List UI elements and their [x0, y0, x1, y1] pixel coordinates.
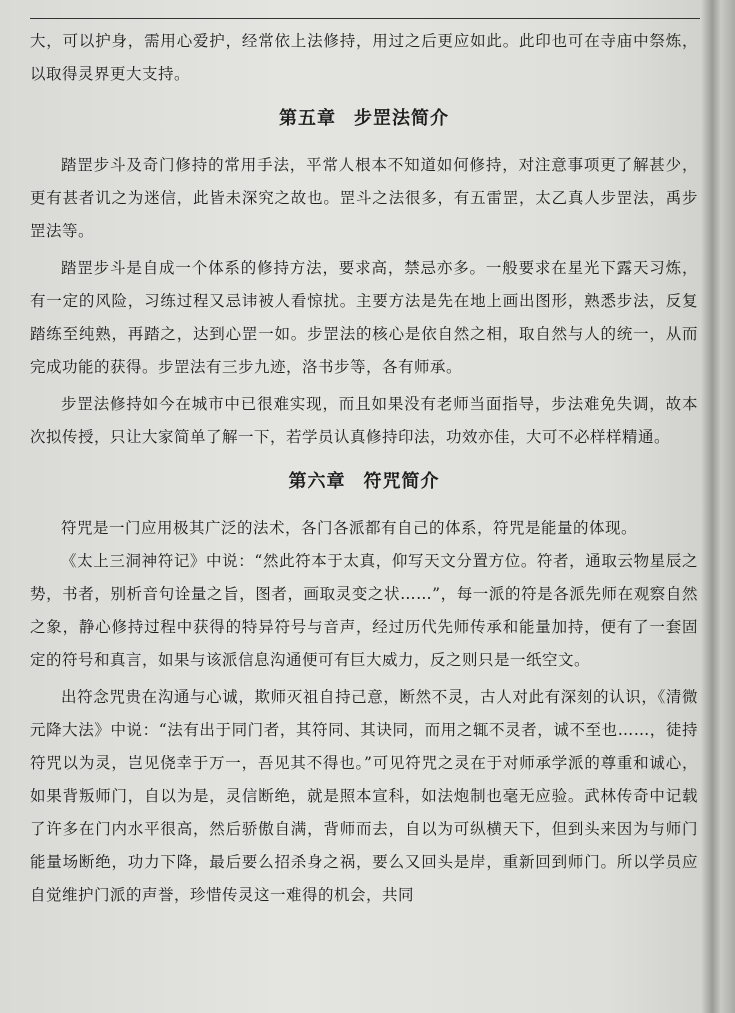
chapter-6-paragraph: 符咒是一门应用极其广泛的法术，各门各派都有自己的体系，符咒是能量的体现。	[61, 519, 638, 537]
chapter-5-title: 步罡法简介	[354, 108, 449, 129]
chapter-6-title: 符咒简介	[363, 471, 440, 492]
chapter-6-number: 第六章	[288, 471, 346, 492]
continued-paragraph: 大，可以护身，需用心爱护，经常依上法修持，用过之后更应如此。此印也可在寺庙中祭炼，以取得灵界更大支持。	[30, 32, 698, 83]
chapter-5-paragraph: 踏罡步斗及奇门修持的常用手法，平常人根本不知道如何修持，对注意事项更了解甚少，更有甚者讥之为迷信，此皆未深究之故也。罡斗之法很多，有五雷罡，太乙真人步罡法，禹步罡法等。	[30, 156, 698, 240]
chapter-6-paragraph: 出符念咒贵在沟通与心诚，欺师灭祖自持己意，断然不灵，古人对此有深刻的认识，《清微元降大法》中说：“法有出于同门者，其符同、其诀同，而用之辄不灵者，诚不至也……，徒持符咒以为灵，岂见侥幸于万一，吾见其不得也。”可见符咒之灵在于对师承学派的尊重和诚心，如果背叛师门，自以为是，灵信断绝，就是照本宣科，如法炮制也毫无应验。武林传奇中记载了许多在门内水平很高，然后骄傲自满，背师而去，自以为可纵横天下，但到头来因为与师门能量场断绝，功力下降，最后要么招杀身之祸，要么又回头是岸，重新回到师门。所以学员应自觉维护门派的声誉，珍惜传灵这一难得的机会，共同	[30, 688, 698, 904]
header-rule	[30, 18, 710, 19]
chapter-5-paragraph: 踏罡步斗是自成一个体系的修持方法，要求高，禁忌亦多。一般要求在星光下露天习炼，有一定的风险，习练过程又忌讳被人看惊扰。主要方法是先在地上画出图形，熟悉步法，反复踏练至纯熟，再踏之，达到心罡一如。步罡法的核心是依自然之相，取自然与人的统一，从而完成功能的获得。步罡法有三步九迹，洛书步等，各有师承。	[30, 259, 698, 376]
chapter-5-heading	[30, 105, 698, 133]
page-edge-shadow	[700, 0, 735, 1013]
chapter-6-heading	[30, 468, 698, 496]
page-body	[30, 25, 698, 912]
chapter-5-number: 第五章	[279, 108, 336, 129]
chapter-6-paragraph: 《太上三洞神符记》中说：“然此符本于太真，仰写天文分置方位。符者，通取云物星辰之势，书者，别析音句诠量之旨，图者，画取灵变之状……”，每一派的符是各派先师在观察自然之象，静心修持过程中获得的特异符号与音声，经过历代先师传承和能量加持，便有了一套固定的符号和真言，如果与该派信息沟通便可有巨大威力，反之则只是一纸空文。	[30, 552, 698, 669]
chapter-5-paragraph: 步罡法修持如今在城市中已很难实现，而且如果没有老师当面指导，步法难免失调，故本次拟传授，只让大家简单了解一下，若学员认真修持印法，功效亦佳，大可不必样样精通。	[30, 395, 698, 446]
